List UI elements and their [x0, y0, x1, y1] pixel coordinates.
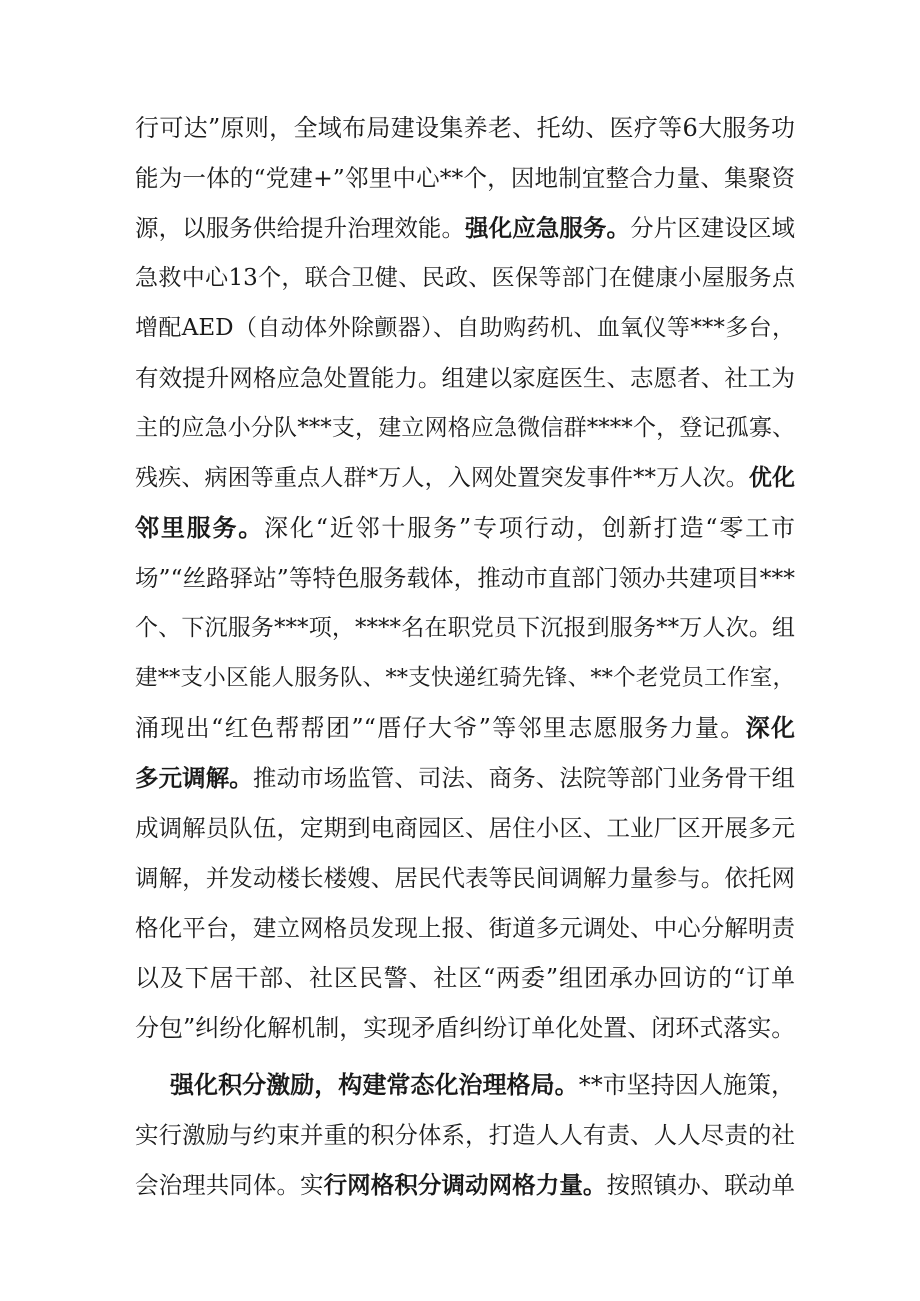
text-run: 主的应急小分队***支，建立网格应急微信群****个，登记孤寡、 [135, 415, 795, 441]
bold-heading-run: 优化 [748, 464, 796, 491]
text-line [135, 1170, 795, 1200]
text-run: 场”“丝路驿站”等特色服务载体，推动市直部门领办共建项目*** [135, 564, 795, 592]
text-line [135, 1120, 795, 1150]
bold-heading-run: 深化 [745, 713, 795, 742]
bold-heading-run: 行网格积分调动网格力量。 [323, 1171, 607, 1199]
text-run: 成调解员队伍，定期到电商园区、居住小区、工业厂区开展多元 [135, 814, 795, 842]
bold-heading-run: 强化应急服务。 [465, 214, 631, 242]
text-run: 能为一体的“党建+”邻里中心**个，因地制宜整合力量、集聚资 [135, 164, 795, 192]
text-line [135, 1013, 795, 1043]
text-line [135, 763, 795, 793]
text-line [135, 863, 795, 893]
bold-heading-run: 多元调解。 [135, 764, 253, 792]
bold-heading-run: 邻里服务。 [135, 513, 265, 542]
text-run: 会治理共同体。实 [135, 1171, 324, 1199]
text-line [135, 213, 795, 243]
text-run: 有效提升网格应急处置能力。组建以家庭医生、志愿者、社工为 [135, 364, 795, 392]
text-run: 涌现出“红色帮帮团”“厝仔大爷”等邻里志愿服务力量。 [135, 714, 746, 742]
text-line [135, 913, 795, 943]
text-run: 分片区建设区域 [630, 214, 796, 242]
text-line [135, 463, 795, 493]
text-line [135, 713, 795, 743]
text-line [135, 313, 795, 343]
text-line [135, 363, 795, 393]
text-run: 分包”纠纷化解机制，实现矛盾纠纷订单化处置、闭环式落实。 [135, 1014, 796, 1042]
text-run: **市坚持因人施策， [578, 1071, 796, 1099]
text-run: 以及下居干部、社区民警、社区“两委”组团承办回访的“订单 [135, 964, 795, 992]
text-line [135, 563, 795, 593]
text-line [135, 963, 795, 993]
text-line [135, 663, 795, 693]
text-line [135, 163, 795, 193]
text-run: 深化“近邻十服务”专项行动，创新打造“零工市 [264, 514, 795, 542]
text-line [135, 113, 795, 143]
text-run: 推动市场监管、司法、商务、法院等部门业务骨干组 [252, 764, 796, 792]
text-line [135, 513, 795, 543]
text-run: 实行激励与约束并重的积分体系，打造人人有责、人人尽责的社 [135, 1121, 795, 1149]
text-line [135, 813, 795, 843]
text-line [135, 613, 795, 643]
text-run: 残疾、病困等重点人群*万人，入网处置突发事件**万人次。 [135, 465, 749, 491]
text-run: 建**支小区能人服务队、**支快递红骑先锋、**个老党员工作室， [135, 665, 795, 691]
text-run: 增配AED（自动体外除颤器）、自助购药机、血氧仪等***多台， [135, 315, 795, 341]
text-run: 个、下沉服务***项，****名在职党员下沉报到服务**万人次。组 [135, 615, 795, 641]
text-line [170, 1070, 795, 1100]
text-run: 源，以服务供给提升治理效能。 [135, 214, 466, 242]
text-line [135, 413, 795, 443]
text-run: 行可达”原则，全域布局建设集养老、托幼、医疗等6大服务功 [135, 114, 795, 142]
text-run: 急救中心13个，联合卫健、民政、医保等部门在健康小屋服务点 [135, 265, 795, 291]
text-run: 调解，并发动楼长楼嫂、居民代表等民间调解力量参与。依托网 [135, 864, 795, 892]
text-line [135, 263, 795, 293]
text-run: 按照镇办、联动单 [606, 1171, 796, 1199]
bold-heading-run: 强化积分激励，构建常态化治理格局。 [170, 1070, 579, 1099]
text-run: 格化平台，建立网格员发现上报、街道多元调处、中心分解明责 [135, 914, 795, 942]
